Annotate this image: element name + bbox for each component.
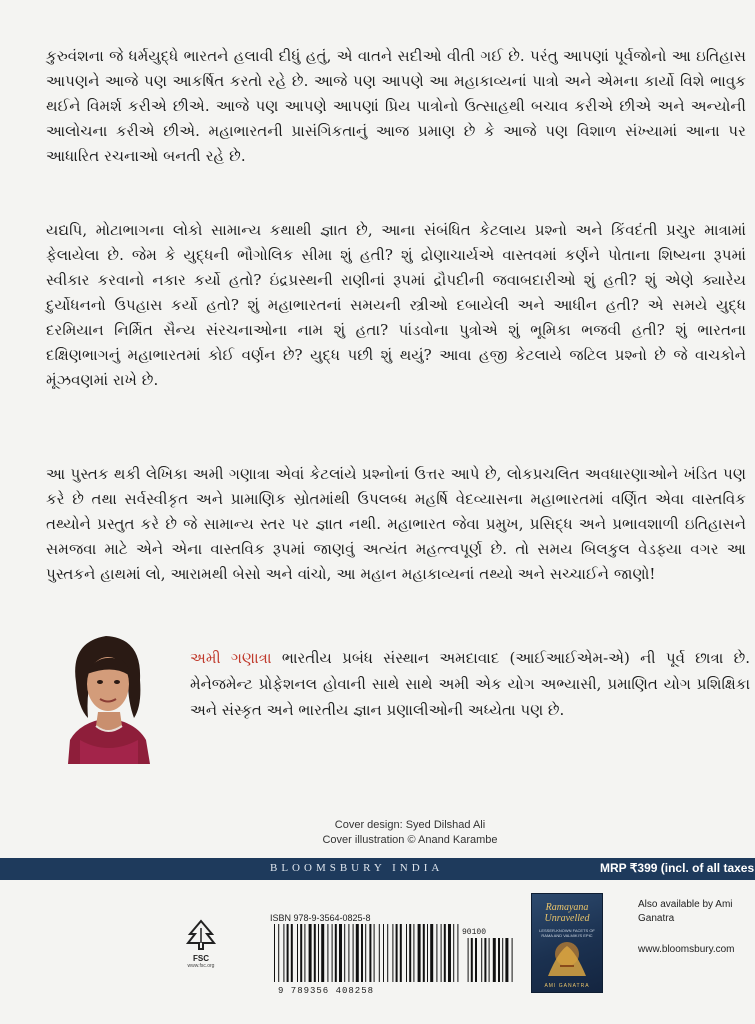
fsc-tree-icon bbox=[184, 918, 218, 952]
cover-design-credit: Cover design: Syed Dilshad Ali bbox=[334, 819, 486, 831]
barcode-addon-digits: 90100 bbox=[462, 928, 487, 937]
publisher-band bbox=[0, 858, 755, 880]
cover-credits bbox=[260, 818, 560, 848]
also-available-book-cover bbox=[531, 893, 603, 993]
fsc-url: www.fsc.org bbox=[187, 963, 215, 969]
book-illustration-icon bbox=[538, 936, 596, 978]
publisher-name: BLOOMSBURY INDIA bbox=[270, 862, 444, 874]
author-bio bbox=[190, 645, 750, 723]
blurb-paragraph-3: આ પુસ્તક થકી લેખિકા અમી ગણાત્રા એવાં કેટલાંયે પ્રશ્નોનાં ઉત્તર આપે છે, લોકપ્રચલિત અવધારણાઓને ખંડિત પણ કરે છે તથા સર્વસ્વીકૃત અને પ્રામાણિક સ્રોતમાંથી ઉપલબ્ધ મહર્ષિ વેદવ્યાસના મહાભારતમાં વર્ણિત એવા વાસ્તવિક તથ્યોને પ્રસ્તુત કરે છે જે સામાન્ય સ્તર પર જ્ઞાત નથી. મહાભારત જેવા પ્રમુખ, પ્રસિદ્ધ અને પ્રભાવશાળી ઇતિહાસને સમજવા માટે એને એના વાસ્તવિક રૂપમાં જાણવું અત્યંત મહત્ત્વપૂર્ણ છે. તો સમય બિલકુલ વેડફ્યા વગર આ પુસ્તકને હાથમાં લો, આરામથી બેસો અને વાંચો, આ મહાન મહાકાવ્યનાં તથ્યો અને સચ્ચાઈને જાણો! bbox=[46, 465, 746, 583]
also-available-book-title: Ramayana Unravelled bbox=[544, 902, 590, 924]
author-photo bbox=[40, 622, 176, 764]
barcode-digits: 9 789356 408258 bbox=[278, 986, 375, 996]
author-bio-text: ભારતીય પ્રબંધ સંસ્થાન અમદાવાદ (આઈઆઈએમ-એ) ની પૂર્વ છાત્રા છે. મેનેજમેન્ટ પ્રોફેશનલ હોવાની સાથે સાથે અમી એક યોગ અભ્યાસી, પ્રમાણિત યોગ પ્રશિક્ષિકા અને સંસ્કૃત અને ભારતીય જ્ઞાન પ્રણાલીઓની અધ્યેતા પણ છે. bbox=[190, 649, 750, 719]
blurb-paragraph-2: યદ્યપિ, મોટાભાગના લોકો સામાન્ય કથાથી જ્ઞાત છે, આના સંબંધિત કેટલાય પ્રશ્નો અને કિંવદંતી પ્રચુર માત્રામાં ફેલાયેલા છે. જેમ કે યુદ્ધની ભૌગોલિક સીમા શું હતી? શું દ્રોણાચાર્યએ વાસ્તવમાં કર્ણને પોતાના શિષ્યના રૂપમાં સ્વીકાર કરવાનો નકાર કર્યો હતો? ઇંદ્રપ્રસ્થની રાણીનાં રૂપમાં દ્રૌપદીની જવાબદારીઓ શું હતી? શું એણે ક્યારેય દુર્યોધનનો ઉપહાસ કર્યો હતો? શું મહાભારતનાં સમયની સ્ત્રીઓ દબાયેલી અને આધીન હતી? એ સમયે યુદ્ધ દરમિયાન નિર્મિત સૈન્ય સંરચનાઓના નામ શું હતા? પાંડવોના પુત્રોએ શું ભૂમિકા ભજવી હતી? શું ભારતના દક્ષિણભાગનું મહાભારતમાં કોઈ વર્ણન છે? યુદ્ધ પછી શું થયું? આવા હજી કેટલાયે જટિલ પ્રશ્નો છે જે વાચકોને મૂંઝવણમાં રાખે છે. bbox=[46, 221, 746, 389]
isbn-text: ISBN 978-9-3564-0825-8 bbox=[270, 913, 371, 923]
cover-illustration-credit: Cover illustration © Anand Karambe bbox=[322, 834, 498, 846]
fsc-label: FSC bbox=[193, 954, 209, 963]
also-available-book-subtitle: LESSER-KNOWN FACETS OF RAMA AND VALMIKI'S EPIC bbox=[539, 928, 595, 938]
also-available-book-author: AMI GANATRA bbox=[544, 983, 590, 989]
blurb-paragraph-1: કુરુવંશના જે ધર્મયુદ્ધે ભારતને હલાવી દીધું હતું, એ વાતને સદીઓ વીતી ગઈ છે. પરંતુ આપણાં પૂર્વજોનો આ ઇતિહાસ આપણને આજે પણ આકર્ષિત કરતો રહે છે. આજે પણ આપણે આ મહાકાવ્યનાં પાત્રો અને એમના કાર્યો વિશે ભાવુક થઈને વિમર્શ કરીએ છીએ. આજે પણ આપણે આપણાં પ્રિય પાત્રોનો ઉત્સાહથી બચાવ કરીએ છીએ અને અન્યોની આલોચના કરીએ છીએ. મહાભારતની પ્રાસંગિકતાનું આજ પ્રમાણ છે કે આજે પણ વિશાળ સંખ્યામાં આના પર આધારિત રચનાઓ બનતી રહે છે. bbox=[46, 47, 746, 165]
author-name: અમી ગણાત્રા bbox=[190, 649, 272, 667]
also-available-label: Also available by Ami Ganatra bbox=[638, 899, 733, 924]
fsc-logo bbox=[178, 918, 224, 974]
publisher-website: www.bloomsbury.com bbox=[638, 944, 735, 955]
mrp-price: MRP ₹399 (incl. of all taxes bbox=[600, 861, 755, 875]
